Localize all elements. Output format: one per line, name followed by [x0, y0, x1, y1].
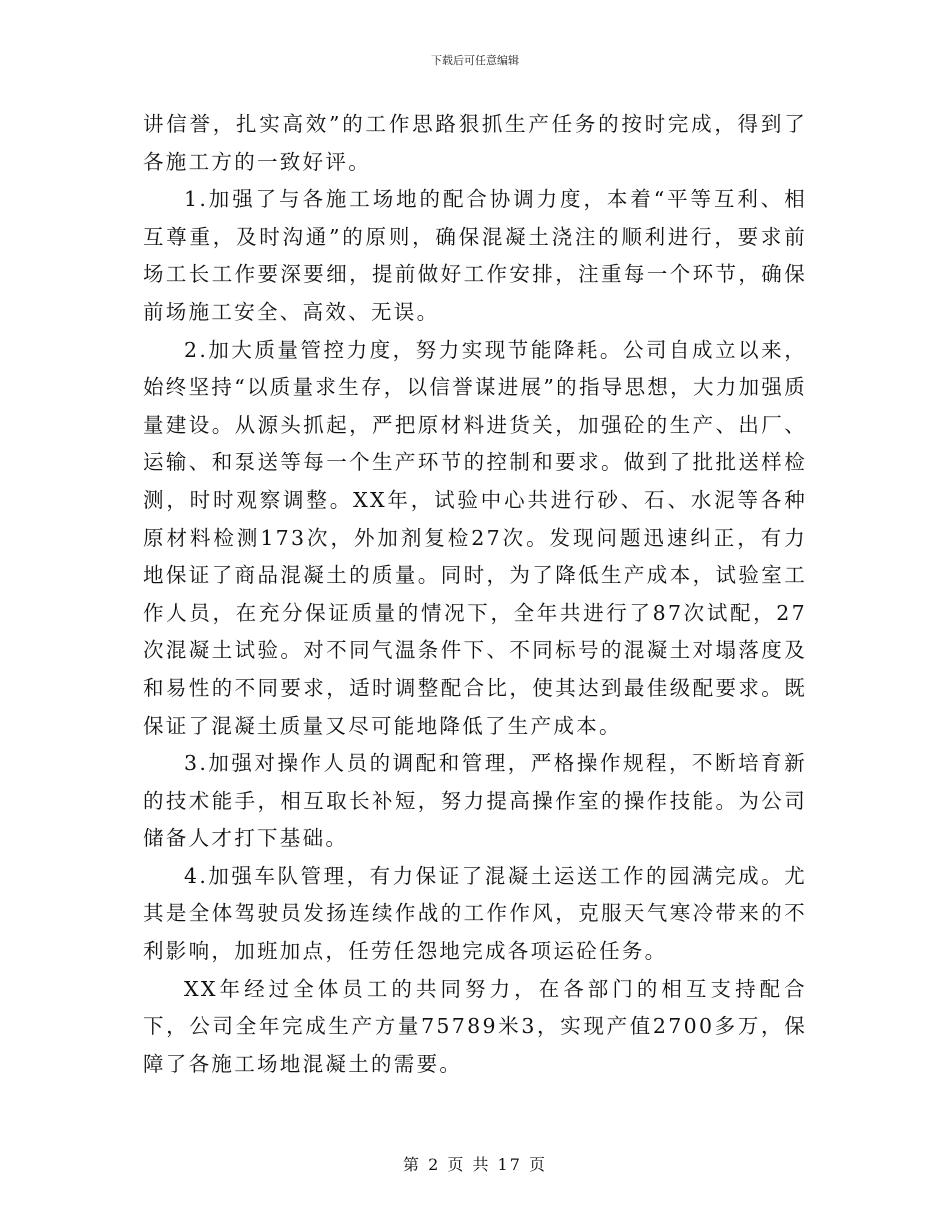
paragraph-summary: XX年经过全体员工的共同努力，在各部门的相互支持配合下，公司全年完成生产方量75789米3，实现产值2700多万，保障了各施工场地混凝土的需要。 [143, 976, 807, 1076]
page-footer [0, 1154, 950, 1176]
page-number: 第 2 页 共 17 页 [403, 1155, 547, 1174]
paragraph-continuation: 讲信誉，扎实高效”的工作思路狠抓生产任务的按时完成，得到了各施工方的一致好评。 [143, 112, 807, 174]
paragraph-item-4: 4.加强车队管理，有力保证了混凝土运送工作的园满完成。尤其是全体驾驶员发扬连续作战的工作作风，克服天气寒冷带来的不利影响，加班加点，任劳任怨地完成各项运砼任务。 [143, 863, 807, 964]
paragraph-item-2: 2.加大质量管控力度，努力实现节能降耗。公司自成立以来，始终坚持“以质量求生存，以信誉谋进展”的指导思想，大力加强质量建设。从源头抓起，严把原材料进货关，加强砼的生产、出厂、运输、和泵送等每一个生产环节的控制和要求。做到了批批送样检测，时时观察调整。XX年，试验中心共进行砂、石、水泥等各种原材料检测173次，外加剂复检27次。发现问题迅速纠正，有力地保证了商品混凝土的质量。同时，为了降低生产成本，试验室工作人员，在充分保证质量的情况下，全年共进行了87次试配，27次混凝土试验。对不同气温条件下、不同标号的混凝土对塌落度及和易性的不同要求，适时调整配合比，使其达到最佳级配要求。既保证了混凝土质量又尽可能地降低了生产成本。 [143, 337, 807, 738]
paragraph-item-3: 3.加强对操作人员的调配和管理，严格操作规程，不断培育新的技术能手，相互取长补短，努力提高操作室的操作技能。为公司储备人才打下基础。 [143, 751, 807, 851]
header-note: 下载后可任意编辑 [431, 54, 519, 67]
document-body [143, 106, 807, 1083]
paragraph-item-1: 1.加强了与各施工场地的配合协调力度，本着“平等互利、相互尊重，及时沟通”的原则，确保混凝土浇注的顺利进行，要求前场工长工作要深要细，提前做好工作安排，注重每一个环节，确保前场施工安全、高效、无误。 [143, 187, 807, 324]
